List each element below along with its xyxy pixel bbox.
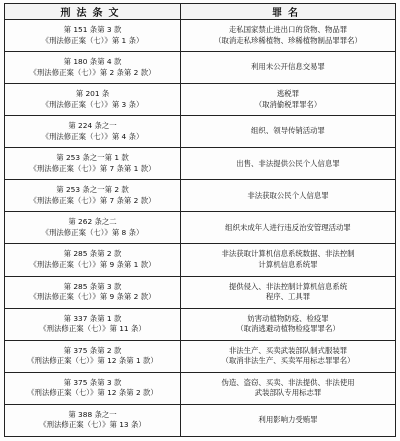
law-article-cell bbox=[5, 372, 181, 404]
table-row bbox=[5, 372, 396, 404]
law-article-cell bbox=[5, 84, 181, 116]
article-text-line: 第 375 条第 2 款 bbox=[63, 345, 122, 355]
charge-text-line: 计算机信息系统罪 bbox=[258, 259, 318, 269]
charge-text-line: 组织、领导传销活动罪 bbox=[251, 126, 325, 136]
table-row bbox=[5, 20, 396, 52]
charge-name-cell bbox=[181, 84, 396, 116]
table-row bbox=[5, 84, 396, 116]
charge-name-cell bbox=[181, 340, 396, 372]
header-charge-name: 罪名 bbox=[181, 4, 396, 20]
table-row bbox=[5, 308, 396, 340]
charge-name-cell bbox=[181, 52, 396, 84]
charge-text-line: （取消偷税罪罪名） bbox=[254, 99, 322, 109]
article-text-line: 《刑法修正案（七）》第 7 条第 2 款） bbox=[29, 195, 156, 205]
article-text-line: 《刑法修正案（七）》第 12 条第 2 款） bbox=[27, 388, 158, 398]
charge-text-line: 非法获取计算机信息系统数据、非法控制 bbox=[221, 249, 355, 259]
charge-text-line: （取消逃避动植物检疫罪罪名） bbox=[236, 324, 340, 334]
law-article-cell bbox=[5, 276, 181, 308]
table-header-row bbox=[5, 4, 396, 20]
law-article-cell bbox=[5, 340, 181, 372]
article-text-line: 第 253 条之一第 2 款 bbox=[56, 185, 129, 195]
article-text-line: 第 337 条第 1 款 bbox=[63, 313, 122, 323]
law-article-cell bbox=[5, 116, 181, 148]
article-text-line: 第 224 条之一 bbox=[68, 121, 117, 131]
charge-text-line: 妨害动植物防疫、检疫罪 bbox=[247, 313, 329, 323]
table-row bbox=[5, 116, 396, 148]
article-text-line: 《刑法修正案（七）》第 4 条） bbox=[41, 131, 144, 141]
article-text-line: 第 253 条之一第 1 款 bbox=[56, 153, 129, 163]
table-body bbox=[5, 20, 396, 437]
charge-text-line: 利用影响力受贿罪 bbox=[258, 415, 318, 425]
article-text-line: 第 375 条第 3 款 bbox=[63, 377, 122, 387]
article-text-line: 《刑法修正案（七）》第 7 条第 1 款） bbox=[29, 163, 156, 173]
article-text-line: 第 262 条之二 bbox=[68, 217, 117, 227]
charge-name-cell bbox=[181, 116, 396, 148]
criminal-law-charges-table bbox=[4, 3, 396, 437]
law-article-cell bbox=[5, 404, 181, 436]
table-row bbox=[5, 212, 396, 244]
table-row bbox=[5, 276, 396, 308]
article-text-line: 《刑法修正案（七）》第 9 条第 2 款） bbox=[29, 292, 156, 302]
law-article-cell bbox=[5, 20, 181, 52]
table-row bbox=[5, 404, 396, 436]
article-text-line: 第 151 条第 3 款 bbox=[63, 25, 122, 35]
charge-text-line: 提供侵入、非法控制计算机信息系统 bbox=[228, 281, 348, 291]
charge-text-line: 程序、工具罪 bbox=[265, 292, 311, 302]
header-law-article: 刑法条文 bbox=[5, 4, 181, 20]
charge-name-cell bbox=[181, 180, 396, 212]
article-text-line: 《刑法修正案（七）》第 12 条第 1 款） bbox=[27, 356, 158, 366]
charge-text-line: 组织未成年人进行违反治安管理活动罪 bbox=[225, 222, 351, 232]
law-article-cell bbox=[5, 212, 181, 244]
table-row bbox=[5, 148, 396, 180]
article-text-line: 第 285 条第 2 款 bbox=[63, 249, 122, 259]
charge-text-line: 非法获取公民个人信息罪 bbox=[247, 190, 329, 200]
table-row bbox=[5, 340, 396, 372]
table-row bbox=[5, 52, 396, 84]
law-article-cell bbox=[5, 180, 181, 212]
law-article-cell bbox=[5, 148, 181, 180]
law-article-cell bbox=[5, 52, 181, 84]
charge-text-line: 伪造、盗窃、买卖、非法提供、非法使用 bbox=[221, 377, 355, 387]
charge-name-cell bbox=[181, 404, 396, 436]
article-text-line: 《刑法修正案（七）》第 8 条） bbox=[41, 227, 144, 237]
law-article-cell bbox=[5, 308, 181, 340]
charge-text-line: 走私国家禁止进出口的货物、物品罪 bbox=[228, 25, 348, 35]
article-text-line: 第 201 条 bbox=[75, 89, 110, 99]
charge-name-cell bbox=[181, 276, 396, 308]
charge-text-line: （取消走私珍稀植物、珍稀植物制品罪罪名） bbox=[214, 35, 362, 45]
charge-name-cell bbox=[181, 308, 396, 340]
article-text-line: 第 388 条之一 bbox=[68, 409, 117, 419]
article-text-line: 《刑法修正案（七）》第 3 条） bbox=[41, 99, 144, 109]
charge-name-cell bbox=[181, 244, 396, 276]
charge-name-cell bbox=[181, 212, 396, 244]
article-text-line: 《刑法修正案（七）》第 1 条） bbox=[41, 35, 144, 45]
article-text-line: 《刑法修正案（七）》第 11 条） bbox=[39, 324, 146, 334]
table-row bbox=[5, 180, 396, 212]
article-text-line: 第 285 条第 3 款 bbox=[63, 281, 122, 291]
table-row bbox=[5, 244, 396, 276]
article-text-line: 第 180 条第 4 款 bbox=[63, 57, 122, 67]
law-article-cell bbox=[5, 244, 181, 276]
charge-text-line: 利用未公开信息交易罪 bbox=[251, 62, 325, 72]
charge-text-line: （取消非法生产、买卖军用标志罪罪名） bbox=[221, 356, 355, 366]
article-text-line: 《刑法修正案（七）》第 2 条第 2 款） bbox=[29, 67, 156, 77]
article-text-line: 《刑法修正案（七）》第 9 条第 1 款） bbox=[29, 259, 156, 269]
charge-name-cell bbox=[181, 148, 396, 180]
article-text-line: 《刑法修正案（七）》第 13 条） bbox=[39, 420, 146, 430]
charge-text-line: 逃税罪 bbox=[276, 89, 300, 99]
charge-name-cell bbox=[181, 372, 396, 404]
charge-text-line: 武装部队专用标志罪 bbox=[254, 388, 322, 398]
charge-text-line: 非法生产、买卖武装部队制式服装罪 bbox=[228, 345, 348, 355]
charge-text-line: 出售、非法提供公民个人信息罪 bbox=[236, 158, 340, 168]
charge-name-cell bbox=[181, 20, 396, 52]
